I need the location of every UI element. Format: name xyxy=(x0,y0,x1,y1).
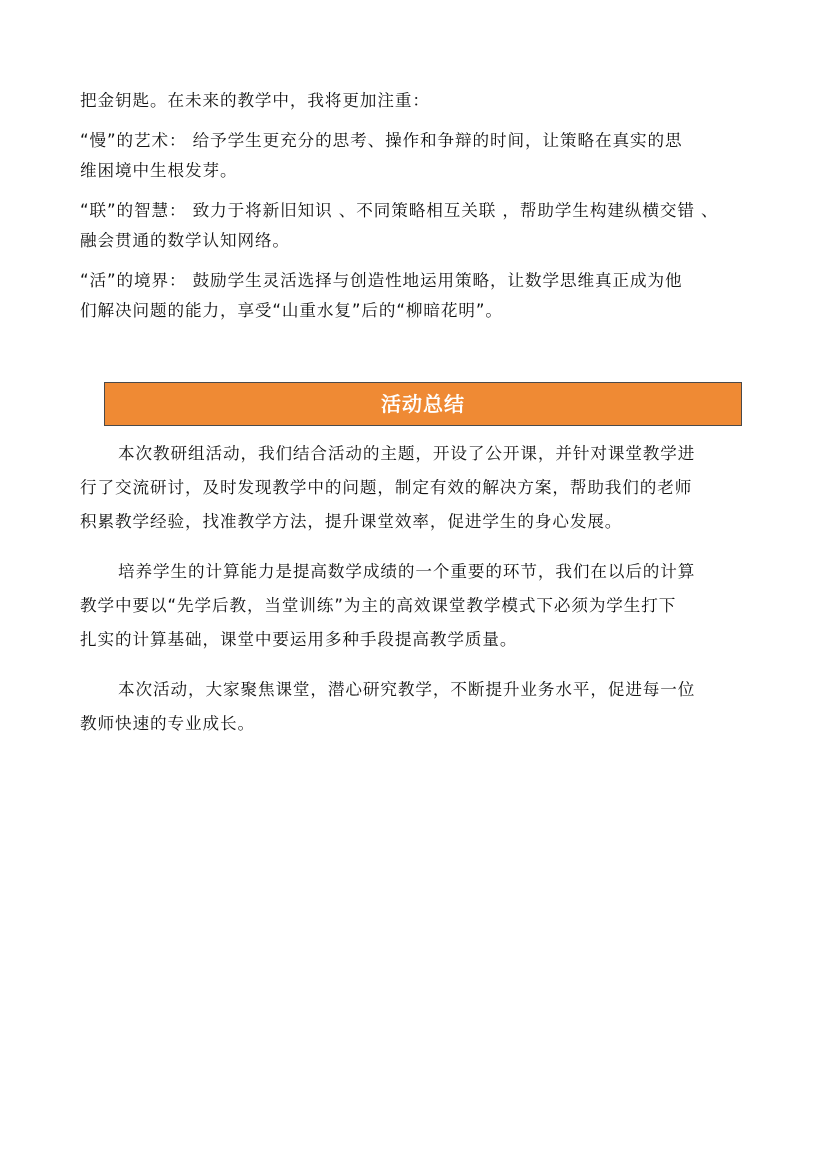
summary-paragraph xyxy=(80,555,768,657)
intro-line-slow-art: “慢”的艺术： 给予学生更充分的思考、操作和争辩的时间，让策略在真实的思 xyxy=(80,131,683,150)
paragraph-line: 本次活动，大家聚焦课堂，潜心研究教学，不断提升业务水平，促进每一位 xyxy=(118,680,696,699)
paragraph-line: 积累教学经验，找准教学方法，提升课堂效率，促进学生的身心发展。 xyxy=(80,512,623,531)
intro-line: 们解决问题的能力，享受“山重水复”后的“柳暗花明”。 xyxy=(80,301,503,320)
paragraph-line: 本次教研组活动，我们结合活动的主题，开设了公开课，并针对课堂教学进 xyxy=(118,444,696,463)
section-title: 活动总结 xyxy=(381,392,465,416)
paragraph-line: 培养学生的计算能力是提高数学成绩的一个重要的环节，我们在以后的计算 xyxy=(118,562,696,581)
paragraph-line: 扎实的计算基础，课堂中要运用多种手段提高教学质量。 xyxy=(80,630,518,649)
paragraph-line: 行了交流研讨，及时发现教学中的问题，制定有效的解决方案，帮助我们的老师 xyxy=(80,478,693,497)
intro-line-connect-wisdom: “联”的智慧： 致力于将新旧知识 、不同策略相互关联 ，帮助学生构建纵横交错 、 xyxy=(80,201,719,220)
summary-section xyxy=(80,437,768,757)
paragraph-line: 教师快速的专业成长。 xyxy=(80,714,255,733)
summary-paragraph xyxy=(80,437,768,539)
intro-section xyxy=(80,86,768,326)
paragraph-line: 教学中要以“先学后教，当堂训练”为主的高效课堂教学模式下必须为学生打下 xyxy=(80,596,677,615)
intro-line: 把金钥匙。在未来的教学中，我将更加注重： xyxy=(80,91,430,110)
summary-paragraph xyxy=(80,673,768,741)
intro-line-active-realm: “活”的境界： 鼓励学生灵活选择与创造性地运用策略，让数学思维真正成为他 xyxy=(80,271,683,290)
intro-line: 维困境中生根发芽。 xyxy=(80,161,238,180)
section-banner xyxy=(104,382,742,426)
intro-line: 融会贯通的数学认知网络。 xyxy=(80,231,290,250)
